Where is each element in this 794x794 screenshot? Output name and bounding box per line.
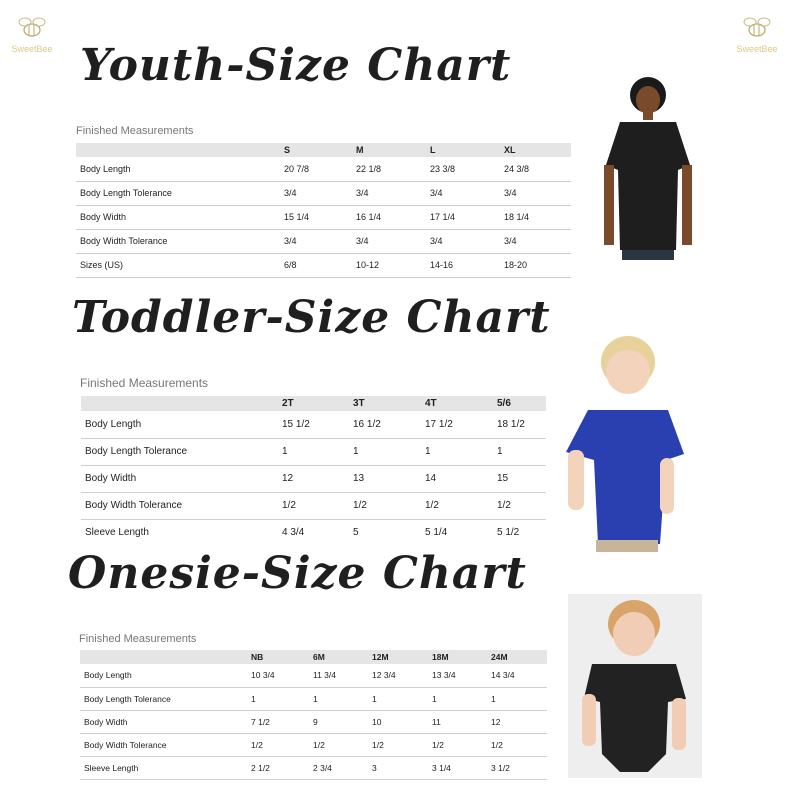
cell: 24 3/8 — [500, 157, 571, 181]
header-cell: 4T — [421, 396, 493, 411]
table-header-row — [76, 143, 571, 157]
row-label: Sizes (US) — [76, 253, 280, 277]
header-cell-empty — [81, 396, 278, 411]
cell: 10 3/4 — [247, 664, 309, 687]
table-row — [76, 157, 571, 181]
cell: 11 3/4 — [309, 664, 368, 687]
cell: 18 1/2 — [493, 411, 546, 438]
row-label: Body Length — [76, 157, 280, 181]
cell: 2 1/2 — [247, 756, 309, 779]
cell: 12 3/4 — [368, 664, 428, 687]
cell: 18-20 — [500, 253, 571, 277]
table-row — [80, 756, 547, 779]
cell: 7 1/2 — [247, 710, 309, 733]
cell: 3/4 — [280, 229, 352, 253]
cell: 3 — [368, 756, 428, 779]
youth-size-table — [76, 143, 571, 278]
cell: 14 3/4 — [487, 664, 547, 687]
cell: 1/2 — [278, 492, 349, 519]
cell: 1/2 — [349, 492, 421, 519]
toddler-size-table — [81, 396, 546, 546]
logo-wordmark: SweetBee — [11, 44, 53, 54]
cell: 1 — [421, 438, 493, 465]
row-label: Body Length — [81, 411, 278, 438]
cell: 13 — [349, 465, 421, 492]
header-cell: L — [426, 143, 500, 157]
row-label: Body Width — [76, 205, 280, 229]
child-model-illustration — [598, 70, 698, 265]
header-cell: S — [280, 143, 352, 157]
header-cell: 18M — [428, 650, 487, 664]
cell: 5 1/4 — [425, 527, 448, 539]
cell: 12 — [278, 465, 349, 492]
cell: 1 — [309, 687, 368, 710]
row-label: Body Width Tolerance — [76, 229, 280, 253]
cell: 20 7/8 — [280, 157, 352, 181]
table-row — [76, 229, 571, 253]
table-row — [80, 733, 547, 756]
cell: 3/4 — [426, 229, 500, 253]
toddler-model-illustration — [560, 332, 690, 552]
toddler-model-photo — [560, 332, 690, 552]
logo-wordmark: SweetBee — [736, 44, 778, 54]
cell: 16 1/2 — [349, 411, 421, 438]
cell: 5 1/2 — [497, 527, 520, 539]
cell: 1 — [368, 687, 428, 710]
table-row — [76, 205, 571, 229]
cell: 17 1/2 — [421, 411, 493, 438]
cell: 17 1/4 — [426, 205, 500, 229]
header-cell: NB — [247, 650, 309, 664]
cell: 1 — [487, 687, 547, 710]
cell: 3 1/4 — [428, 756, 487, 779]
header-cell: XL — [500, 143, 571, 157]
cell: 2 3/4 — [309, 756, 368, 779]
brand-logo-right — [735, 12, 779, 62]
toddler-subtitle: Finished Measurements — [80, 376, 209, 390]
header-cell: 24M — [487, 650, 547, 664]
cell: 1/2 — [247, 733, 309, 756]
row-label: Sleeve Length — [85, 527, 149, 539]
row-label: Body Length Tolerance — [76, 181, 280, 205]
cell: 15 — [493, 465, 546, 492]
table-row — [80, 664, 547, 687]
brand-logo-left — [10, 12, 54, 62]
table-header-row — [81, 396, 546, 411]
cell: 3/4 — [280, 181, 352, 205]
cell: 3/4 — [500, 181, 571, 205]
row-label: Body Width Tolerance — [81, 492, 278, 519]
cell: 1/2 — [309, 733, 368, 756]
table-row — [81, 492, 546, 519]
row-label: Body Length Tolerance — [81, 438, 278, 465]
cell: 1 — [247, 687, 309, 710]
cell: 9 — [309, 710, 368, 733]
table-row — [76, 253, 571, 277]
toddler-section-title: Toddler-Size Chart — [72, 292, 551, 343]
cell: 1 — [349, 438, 421, 465]
table-row — [76, 181, 571, 205]
table-row — [80, 710, 547, 733]
cell: 14 — [421, 465, 493, 492]
table-row — [81, 411, 546, 438]
cell: 10 — [368, 710, 428, 733]
cell: 1/2 — [487, 733, 547, 756]
cell: 5 — [353, 527, 359, 539]
table-row — [81, 519, 546, 546]
header-cell: 3T — [349, 396, 421, 411]
cell: 1 — [278, 438, 349, 465]
row-label: Body Width — [80, 710, 247, 733]
cell: 22 1/8 — [352, 157, 426, 181]
cell: 3/4 — [500, 229, 571, 253]
youth-section-title: Youth-Size Chart — [80, 40, 512, 91]
header-cell: 2T — [278, 396, 349, 411]
row-label: Body Length — [80, 664, 247, 687]
onesie-model-photo — [568, 594, 702, 778]
row-label: Body Width — [81, 465, 278, 492]
cell: 1 — [428, 687, 487, 710]
header-cell: 6M — [309, 650, 368, 664]
table-row — [81, 465, 546, 492]
youth-subtitle: Finished Measurements — [76, 125, 194, 137]
cell: 16 1/4 — [352, 205, 426, 229]
onesie-section-title: Onesie-Size Chart — [68, 548, 527, 599]
table-row — [80, 687, 547, 710]
header-cell: 12M — [368, 650, 428, 664]
cell: 3/4 — [352, 181, 426, 205]
cell: 12 — [487, 710, 547, 733]
youth-model-photo — [598, 70, 698, 265]
cell: 3/4 — [352, 229, 426, 253]
onesie-size-table — [80, 650, 547, 780]
cell: 15 1/2 — [278, 411, 349, 438]
baby-model-illustration — [568, 594, 702, 778]
cell: 3 1/2 — [487, 756, 547, 779]
cell: 18 1/4 — [500, 205, 571, 229]
cell: 1/2 — [368, 733, 428, 756]
header-cell: M — [352, 143, 426, 157]
cell: 11 — [428, 710, 487, 733]
cell: 1/2 — [428, 733, 487, 756]
cell: 13 3/4 — [428, 664, 487, 687]
cell: 14-16 — [426, 253, 500, 277]
cell: 10-12 — [352, 253, 426, 277]
cell: 4 3/4 — [282, 527, 305, 539]
cell: 15 1/4 — [280, 205, 352, 229]
row-label: Body Length Tolerance — [80, 687, 247, 710]
header-cell-empty — [76, 143, 280, 157]
header-cell-empty — [80, 650, 247, 664]
cell: 3/4 — [426, 181, 500, 205]
cell: 1/2 — [493, 492, 546, 519]
cell: 23 3/8 — [426, 157, 500, 181]
header-cell: 5/6 — [493, 396, 546, 411]
cell: 1/2 — [421, 492, 493, 519]
table-header-row — [80, 650, 547, 664]
bee-logo-icon — [12, 12, 52, 46]
cell: 1 — [493, 438, 546, 465]
row-label: Body Width Tolerance — [80, 733, 247, 756]
onesie-subtitle: Finished Measurements — [79, 633, 197, 645]
table-row — [81, 438, 546, 465]
cell: 6/8 — [280, 253, 352, 277]
row-label: Sleeve Length — [80, 756, 247, 779]
bee-logo-icon — [737, 12, 777, 46]
